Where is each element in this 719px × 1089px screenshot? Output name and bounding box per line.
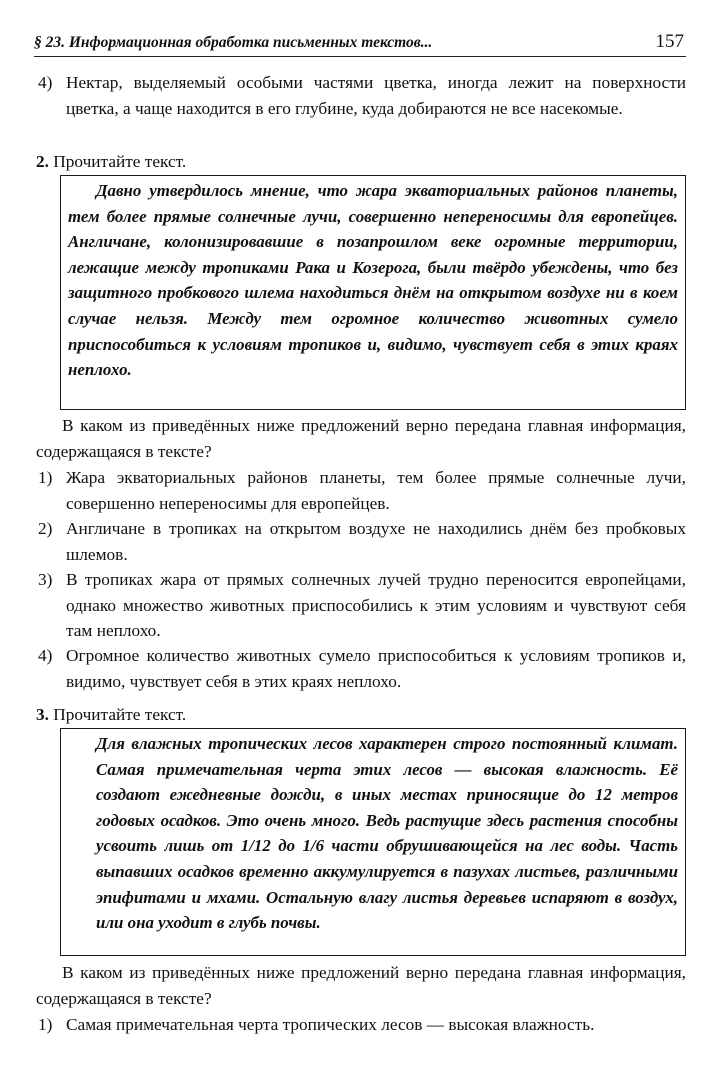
task-instruction: Прочитайте текст. bbox=[53, 705, 187, 724]
option-text: В тропиках жара от прямых солнечных лучей трудно переносится европейцами, однако множество животных приспособились к этим условиям и чувствуют себя там неплохо. bbox=[66, 570, 686, 641]
task-2-question: В каком из приведённых ниже предложений верно передана главная информация, содержащаяся в тексте? bbox=[36, 416, 686, 461]
task-3-option-1 bbox=[38, 1012, 686, 1038]
task-2-option-3 bbox=[38, 567, 686, 644]
task-3-heading bbox=[36, 702, 686, 728]
task-3-text-box bbox=[60, 728, 686, 956]
option-number: 1) bbox=[38, 468, 53, 487]
option-text: Самая примечательная черта тропических лесов — высокая влажность. bbox=[66, 1015, 595, 1034]
running-header bbox=[34, 30, 686, 57]
task-3-passage: Для влажных тропических лесов характерен строго постоянный климат. Самая примечательная черта этих лесов — высокая влажность. Её создают ежедневные дожди, в иных местах приносящие до 12 метров годовых осадков. Это очень много. Ведь растущие здесь растения способны усвоить лишь от 1/12 до 1/6 части обрушивающейся на лес воды. Часть выпавших осадков временно аккумулируется в пазухах листьев, различными эпифитами и мхами. Остальную влагу листья деревьев испаряют в воздух, или она уходит в глубь почвы. bbox=[96, 734, 678, 933]
task-2-heading bbox=[36, 149, 686, 175]
task-2-option-4 bbox=[38, 643, 686, 694]
option-text: Огромное количество животных сумело приспособиться к условиям тропиков и, видимо, чувствует себя в этих краях неплохо. bbox=[66, 646, 686, 691]
task-instruction: Прочитайте текст. bbox=[53, 152, 187, 171]
prev-task-option-4 bbox=[38, 70, 686, 121]
option-text: Нектар, выделяемый особыми частями цветка, иногда лежит на поверхности цветка, а чаще находится в его глубине, куда добираются не все насекомые. bbox=[66, 73, 686, 118]
page-number: 157 bbox=[655, 31, 684, 52]
task-2-option-2 bbox=[38, 516, 686, 567]
task-number: 3. bbox=[36, 705, 49, 724]
task-2-text-box bbox=[60, 175, 686, 410]
option-number: 1) bbox=[38, 1015, 53, 1034]
option-text: Жара экваториальных районов планеты, тем более прямые солнечные лучи, совершенно непереносимы для европейцев. bbox=[66, 468, 686, 513]
task-number: 2. bbox=[36, 152, 49, 171]
option-text: Англичане в тропиках на открытом воздухе не находились днём без пробковых шлемов. bbox=[66, 519, 686, 564]
task-2-option-1 bbox=[38, 465, 686, 516]
option-number: 3) bbox=[38, 570, 53, 589]
option-number: 4) bbox=[38, 646, 53, 665]
running-header-title: § 23. Информационная обработка письменных текстов... bbox=[34, 34, 433, 51]
task-2-passage: Давно утвердилось мнение, что жара экваториальных районов планеты, тем более прямые солнечные лучи, совершенно непереносимы для европейцев. Англичане, колонизировавшие в позапрошлом веке огромные территории, лежащие между тропиками Рака и Козерога, были твёрдо убеждены, что без защитного пробкового шлема находиться днём на открытом воздухе ни в коем случае нельзя. Между тем огромное количество животных сумело приспособиться к условиям тропиков и, видимо, чувствует себя в этих краях неплохо. bbox=[68, 181, 678, 380]
option-number: 2) bbox=[38, 519, 53, 538]
task-3-question: В каком из приведённых ниже предложений верно передана главная информация, содержащаяся в тексте? bbox=[36, 963, 686, 1008]
option-number: 4) bbox=[38, 73, 53, 92]
